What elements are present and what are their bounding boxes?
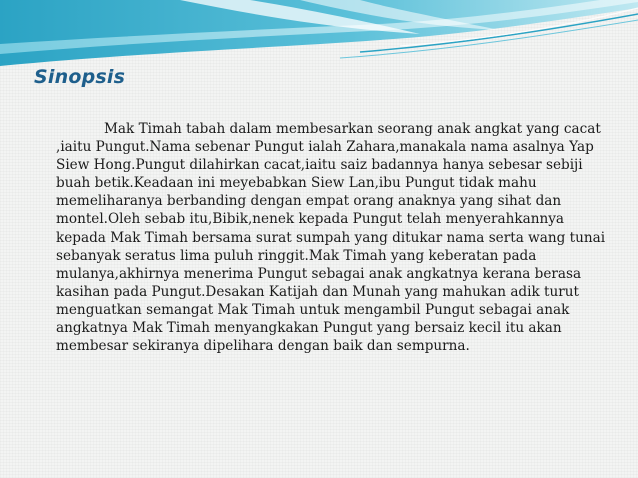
text-line: angkatnya Mak Timah menyangkakan Pungut yang bersaiz kecil itu akan <box>56 320 562 337</box>
text-line: buah betik.Keadaan ini meyebabkan Siew Lan,ibu Pungut tidak mahu <box>56 175 537 192</box>
text-line: sebanyak seratus lima puluh ringgit.Mak Timah yang keberatan pada <box>56 247 537 264</box>
text-line: kepada Mak Timah bersama surat sumpah yang ditukar nama serta wang tunai <box>56 229 606 246</box>
text-line: memeliharanya berbanding dengan empat orang anaknya yang sihat dan <box>56 193 562 210</box>
text-line: Siew Hong.Pungut dilahirkan cacat,iaitu saiz badannya hanya sebesar sebiji <box>56 157 583 174</box>
text-line: menguatkan semangat Mak Timah untuk mengambil Pungut sebagai anak <box>56 301 570 318</box>
text-line: membesar sekiranya dipelihara dengan baik dan sempurna. <box>56 338 470 355</box>
text-line: montel.Oleh sebab itu,Bibik,nenek kepada Pungut telah menyerahkannya <box>56 211 565 228</box>
slide-title: Sinopsis <box>34 66 126 88</box>
text-line: kasihan pada Pungut.Desakan Katijah dan Munah yang mahukan adik turut <box>56 283 579 300</box>
text-line: ,iaitu Pungut.Nama sebenar Pungut ialah Zahara,manakala nama asalnya Yap <box>56 139 594 156</box>
header-wave-decoration <box>0 0 638 72</box>
text-line: mulanya,akhirnya menerima Pungut sebagai anak angkatnya kerana berasa <box>56 265 582 282</box>
text-line: Mak Timah tabah dalam membesarkan seorang anak angkat yang cacat <box>104 121 601 137</box>
synopsis-paragraph <box>56 120 604 355</box>
